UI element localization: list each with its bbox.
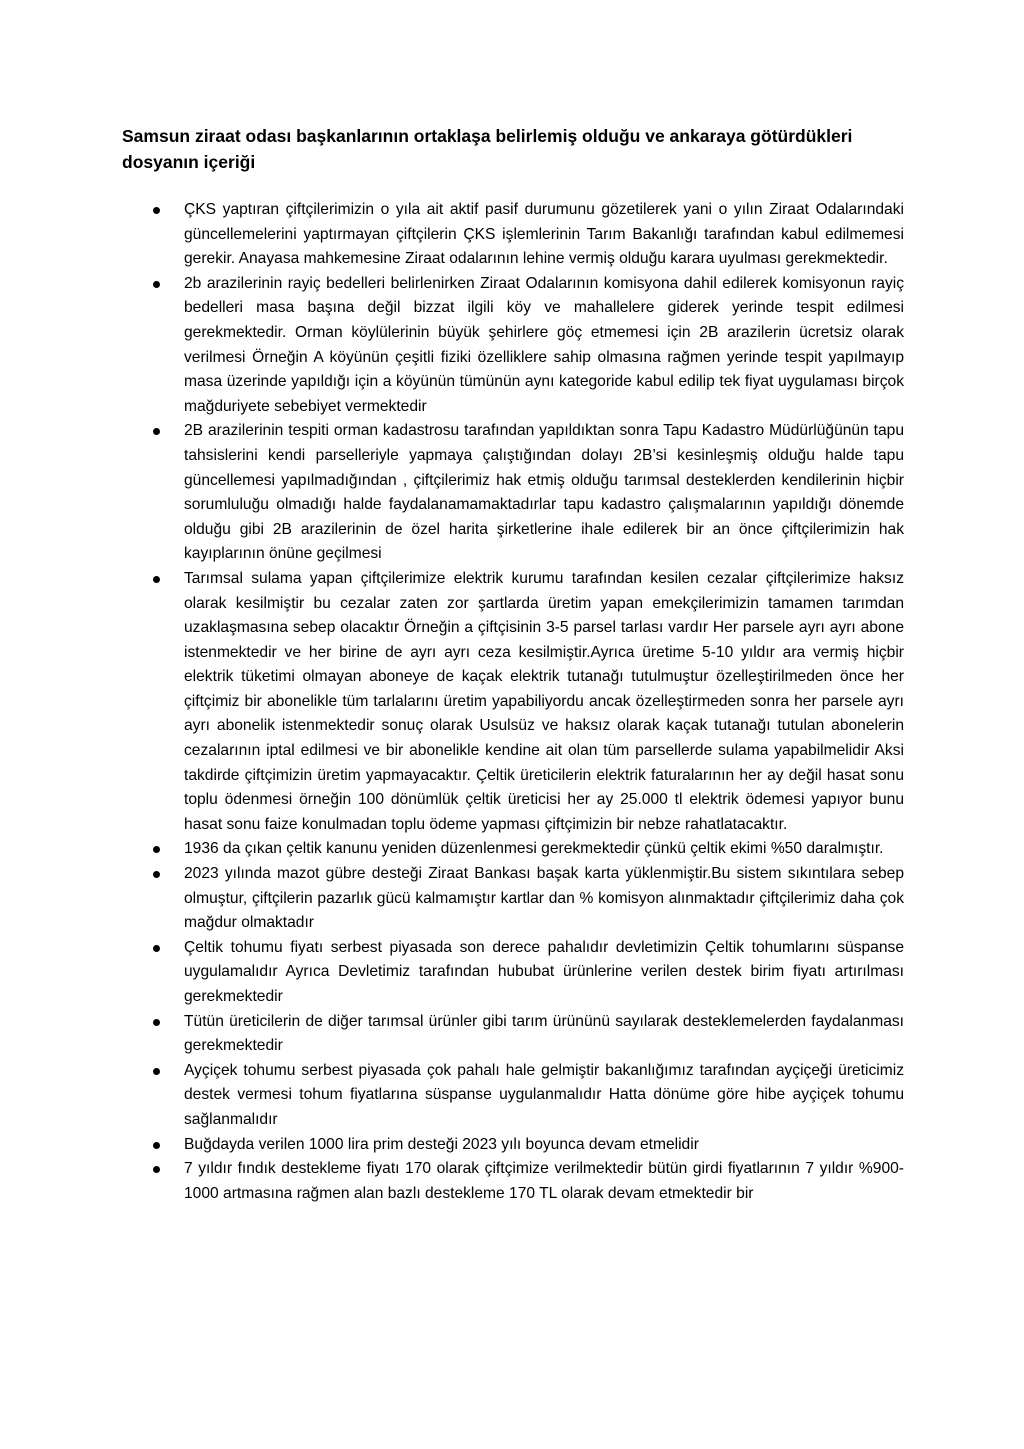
list-item [0, 198, 1024, 272]
list-item-text: 1936 da çıkan çeltik kanunu yeniden düzenlenmesi gerekmektedir çünkü çeltik ekimi %50 daralmıştır. [184, 840, 884, 858]
bullet-icon [153, 576, 160, 583]
list-item-text: Çeltik tohumu fiyatı serbest piyasada son derece pahalıdır devletimizin Çeltik tohumlarını süspanse uygulamalıdır Ayrıca Devletimiz tarafından hububat ürünlerine verilen destek birim fiyatı artırılması gerekmektedir [184, 938, 904, 1005]
list-item-text: 2023 yılında mazot gübre desteği Ziraat Bankası başak karta yüklenmiştir.Bu sistem sıkıntılara sebep olmuştur, çiftçilerin pazarlık gücü kalmamıştır kartlar dan % komisyon alınmaktadır çiftçilerimiz daha çok mağdur olmaktadır [184, 865, 904, 932]
list-item [0, 272, 1024, 420]
list-item-text: Tarımsal sulama yapan çiftçilerimize elektrik kurumu tarafından kesilen cezalar çiftçilerimize haksız olarak kesilmiştir bu cezalar zaten zor şartlarda üretim yapan emekçilerimizin tamamen tarımdan uzaklaşmasına sebep olacaktır Örneğin a çiftçisinin 3-5 parsel tarlası vardır Her parsele ayrı ayrı abone istenmektedir ve her birine de ayrı ayrı ceza kesilmiştir.Ayrıca üretime 5-10 yıldır ara vermiş hiçbir elektrik tüketimi olmayan aboneye de kaçak elektrik tutanağı tutulmuştur özelleştirilmeden önce her çiftçimiz bir abonelikle tüm tarlalarını üretim yapabiliyordu ancak özelleştirmeden sonra her parsele ayrı ayrı abonelik istenmektedir sonuç olarak Usulsüz ve haksız olarak kaçak tutanağı tutulan abonelerin cezalarının iptal edilmesi ve bir abonelikle kendine ait olan tüm parsellerde sulama yapabilmelidir Aksi takdirde çiftçimizin üretim yapmayacaktır. Çeltik üreticilerin elektrik faturalarının her ay değil hasat sonu toplu ödenmesi örneğin 100 dönümlük çeltik üreticisi her ay 25.000 tl elektrik ödemesi yapıyor bunu hasat sonu faize konulmadan toplu ödeme yapması çiftçimizin bir nebze rahatlatacaktır. [184, 569, 904, 833]
list-item [0, 1010, 1024, 1059]
bullet-icon [153, 871, 160, 878]
list-item [0, 936, 1024, 1010]
bullet-icon [153, 1142, 160, 1149]
list-item-text: Buğdayda verilen 1000 lira prim desteği 2023 yılı boyunca devam etmelidir [184, 1135, 699, 1153]
list-item [0, 419, 1024, 567]
list-item-text: 2b arazilerinin rayiç bedelleri belirlenirken Ziraat Odalarının komisyona dahil edilerek komisyonun rayiç bedelleri masa başına değil bizzat ilgili köy ve mahallelere giderek yerinde tespit edilmesi gerekmektedir. Orman köylülerinin büyük şehirlere göç etmemesi için 2B arazilerin ücretsiz olarak verilmesi Örneğin A köyünün çeşitli fiziki özelliklere sahip olmasına rağmen yerinde tespit yapılmayıp masa üzerinde yapıldığı için a köyünün tümünün aynı kategoride kabul edilip tek fiyat uygulaması birçok mağduriyete sebebiyet vermektedir [184, 274, 904, 415]
list-item [0, 1059, 1024, 1133]
list-item-text: Tütün üreticilerin de diğer tarımsal ürünler gibi tarım ürününü sayılarak desteklemelerden faydalanması gerekmektedir [184, 1012, 904, 1055]
document-title: Samsun ziraat odası başkanlarının ortaklaşa belirlemiş olduğu ve ankaraya götürdükleri dosyanın içeriği [122, 126, 853, 172]
bullet-icon [153, 1019, 160, 1026]
list-item-text: 7 yıldır fındık destekleme fiyatı 170 olarak çiftçimize verilmektedir bütün girdi fiyatlarının 7 yıldır %900-1000 artmasına rağmen alan bazlı destekleme 170 TL olarak devam etmektedir bir [184, 1160, 904, 1202]
bullet-icon [153, 281, 160, 288]
list-item-text: ÇKS yaptıran çiftçilerimizin o yıla ait aktif pasif durumunu gözetilerek yani o yılın Ziraat Odalarındaki güncellemelerini yaptırmayan çiftçilerin ÇKS işlemlerinin Tarım Bakanlığı tarafından kabul edilmemesi gerekir. Anayasa mahkemesine Ziraat odalarının lehine vermiş olduğu karara uyulması gerekmektedir. [184, 201, 904, 268]
list-item [0, 837, 1024, 862]
list-item [0, 567, 1024, 838]
bullet-icon [153, 207, 160, 214]
demands-list [0, 198, 1024, 1206]
list-item [0, 1133, 1024, 1158]
bullet-icon [153, 1166, 160, 1173]
bullet-icon [153, 945, 160, 952]
list-item [0, 862, 1024, 936]
list-item-text: 2B arazilerinin tespiti orman kadastrosu tarafından yapıldıktan sonra Tapu Kadastro Müdürlüğünün tapu tahsislerini kendi parselleriyle yapmaya çalıştığından dolayı 2B’si kesinleşmiş olduğu halde tapu güncellemesi yapılmadığından , çiftçilerimiz hak etmiş olduğu tarımsal desteklerden kendilerinin hiçbir sorumluluğu olmadığı halde faydalanamamaktadırlar tapu kadastro çalışmalarının yapıldığı dönemde olduğu gibi 2B arazilerinin de özel harita şirketlerine ihale edilerek bir an önce çiftçilerimizin hak kayıplarının önüne geçilmesi [184, 422, 904, 563]
list-item [0, 1157, 1024, 1206]
list-item-text: Ayçiçek tohumu serbest piyasada çok pahalı hale gelmiştir bakanlığımız tarafından ayçiçeği üreticimiz destek vermesi tohum fiyatlarına süspanse uygulanmalıdır Hatta dönüme göre hibe ayçiçek tohumu sağlanmalıdır [184, 1061, 904, 1128]
bullet-icon [153, 428, 160, 435]
bullet-icon [153, 1068, 160, 1075]
bullet-icon [153, 846, 160, 853]
